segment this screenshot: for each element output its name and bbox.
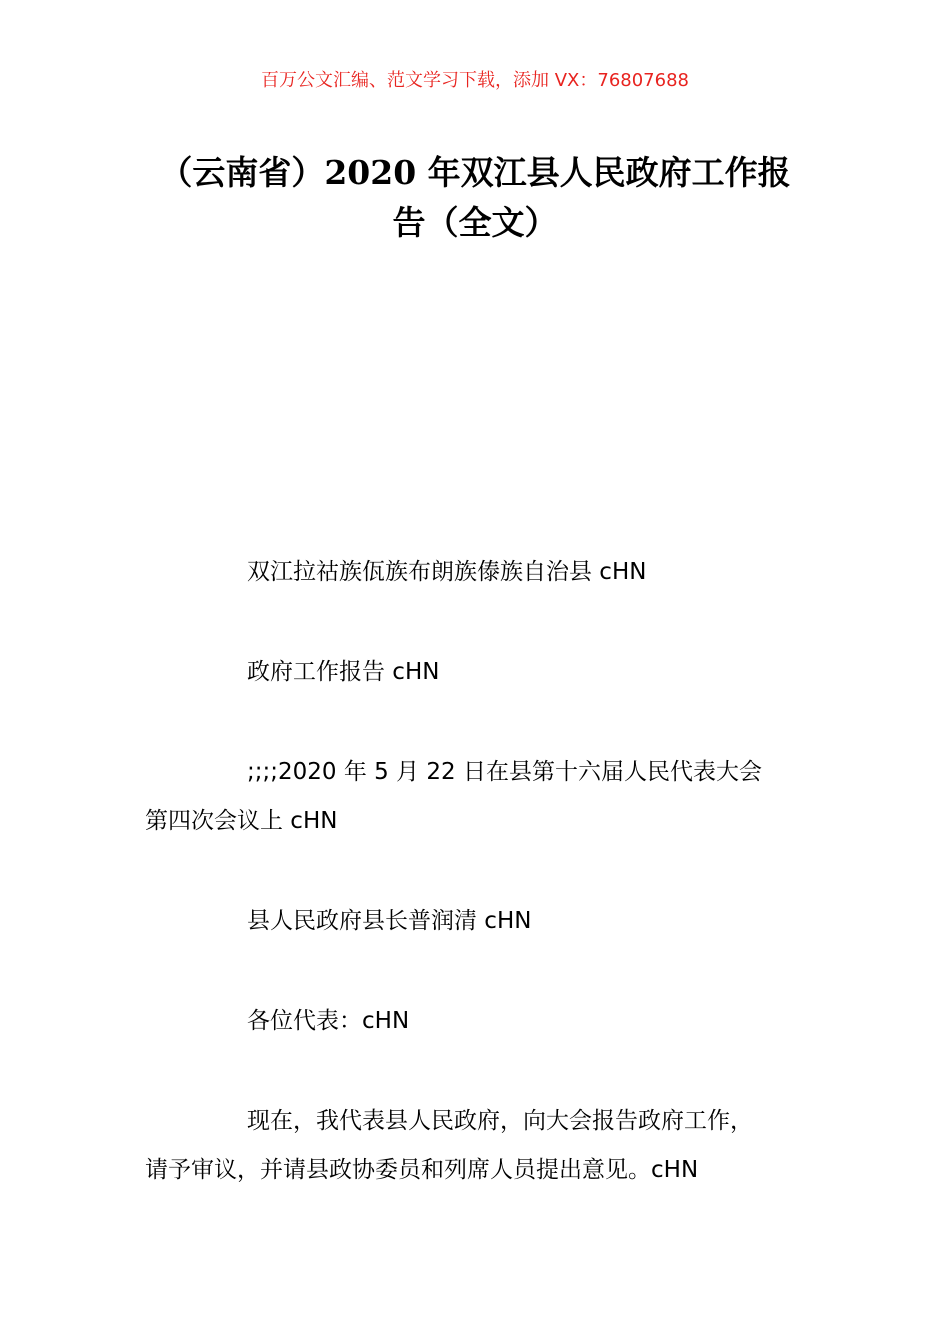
meeting-line-1: ;;;;2020 年 5 月 22 日在县第十六届人民代表大会: [247, 759, 762, 785]
salutation-line: 各位代表：cHN: [247, 1008, 410, 1034]
intro-line-2: 请予审议，并请县政协委员和列席人员提出意见。cHN: [145, 1157, 699, 1183]
title-line-1: （云南省）2020 年双江县人民政府工作报: [159, 153, 791, 192]
report-name-line: 政府工作报告 cHN: [247, 659, 440, 685]
title-line-2: 告（全文）: [392, 203, 558, 242]
intro-line-1: 现在，我代表县人民政府，向大会报告政府工作，: [247, 1108, 753, 1134]
meeting-line-2: 第四次会议上 cHN: [145, 808, 338, 834]
document-title: [145, 148, 805, 248]
county-name-line: 双江拉祜族佤族布朗族傣族自治县 cHN: [247, 559, 647, 585]
speaker-line: 县人民政府县长普润清 cHN: [247, 908, 532, 934]
header-note: 百万公文汇编、范文学习下载，添加 VX：76807688: [261, 70, 689, 91]
